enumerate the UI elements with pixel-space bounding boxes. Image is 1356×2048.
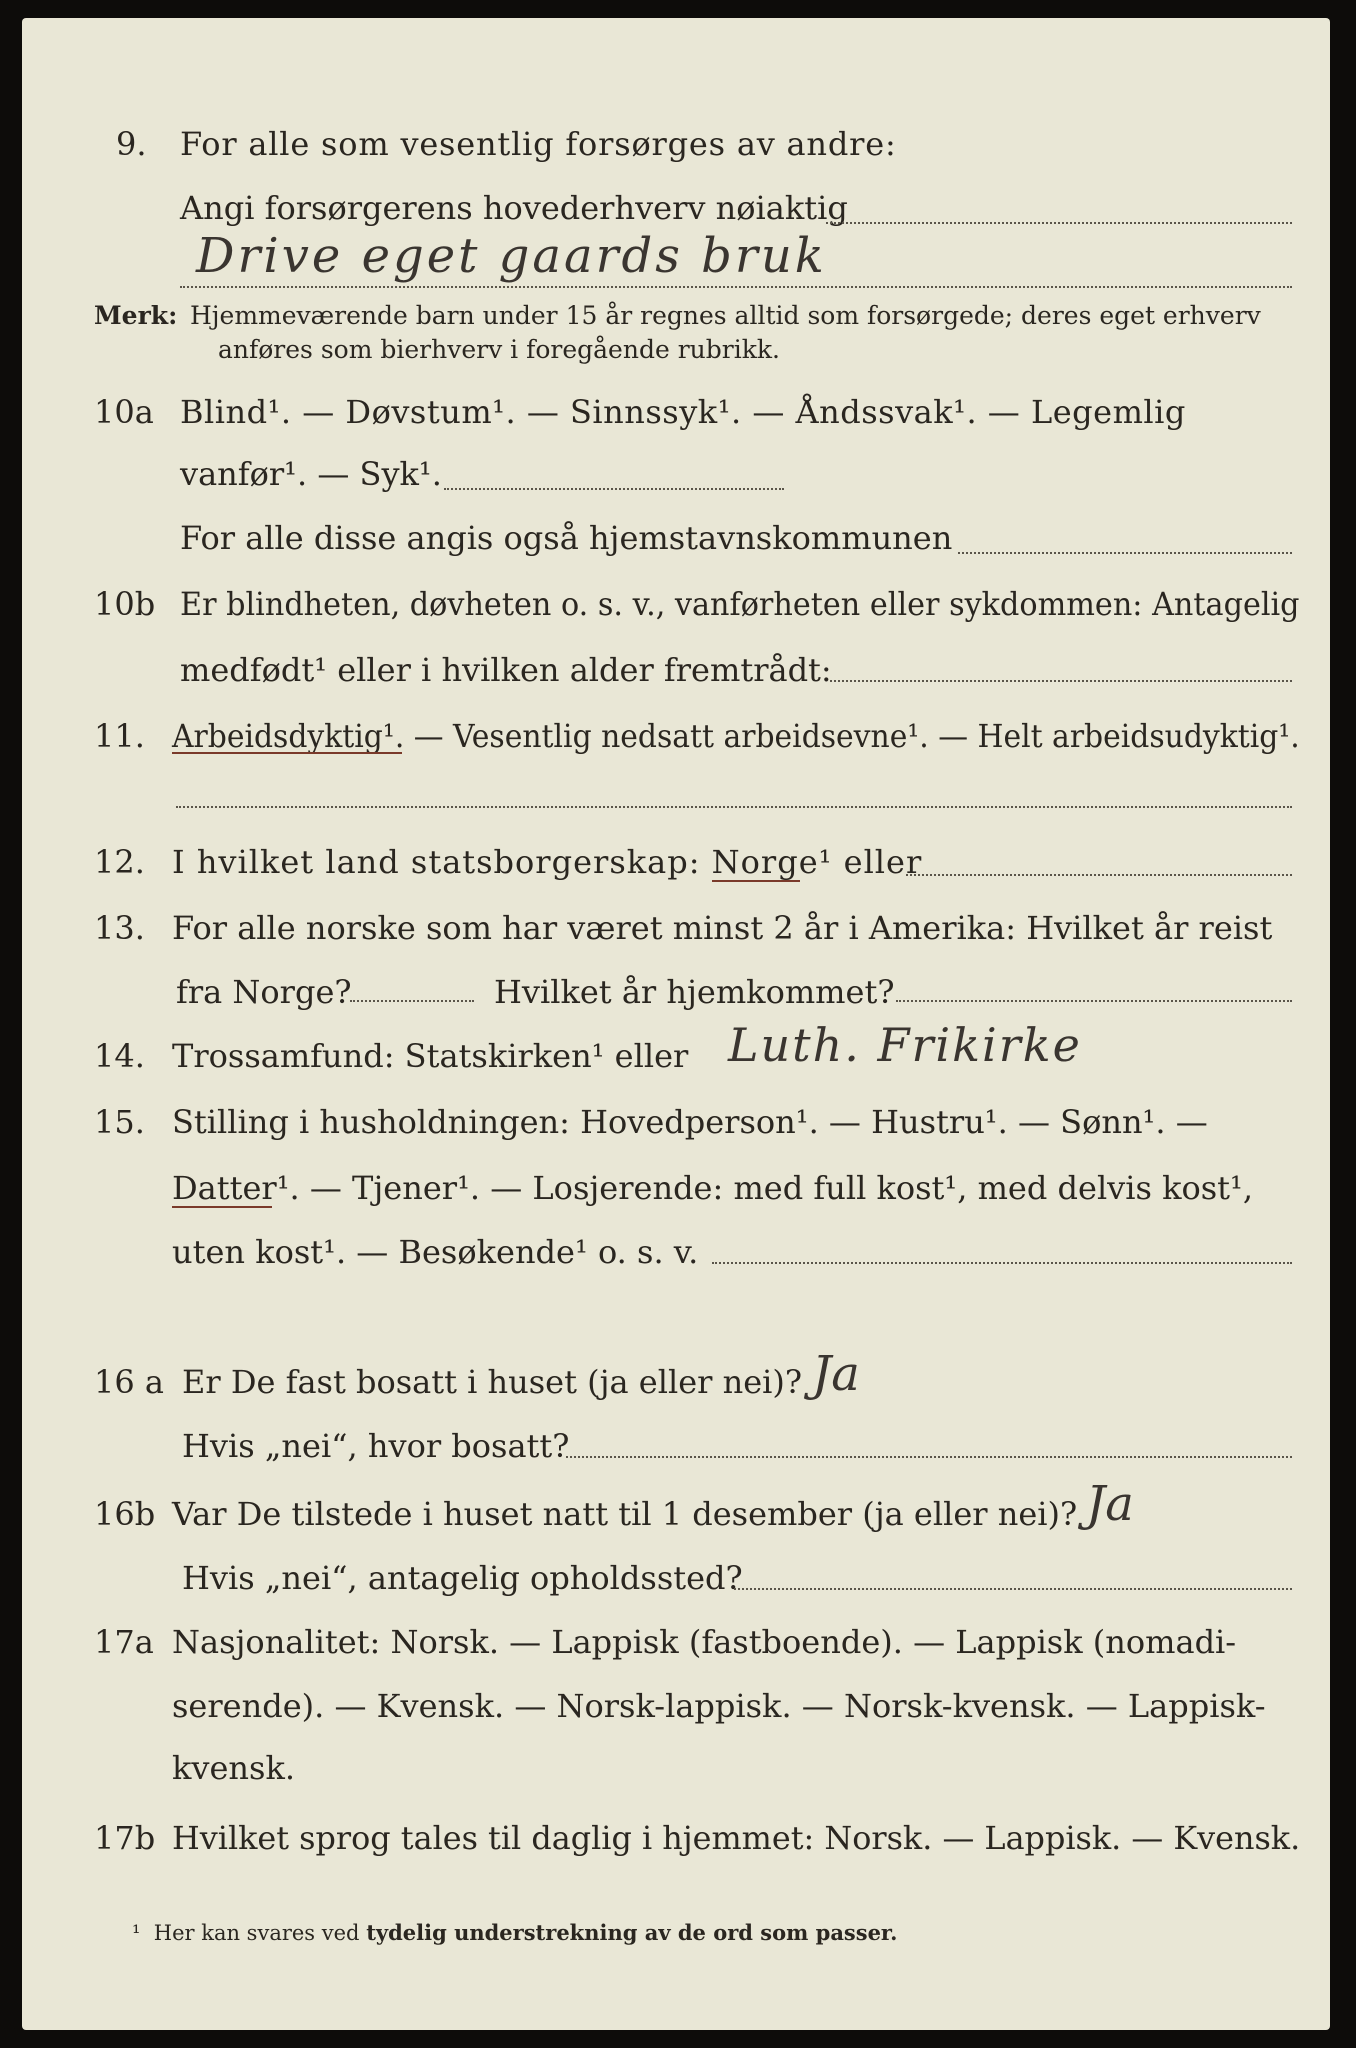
q16b-number: 16b xyxy=(94,1495,156,1533)
q15-dots xyxy=(712,1262,1292,1264)
q12-number: 12. xyxy=(94,843,145,881)
q12-text-1: I hvilket land statsborgerskap: Norge¹ eller xyxy=(172,843,923,881)
merk-line-2 xyxy=(0,324,1356,376)
q10a-line-2 xyxy=(0,448,1356,500)
q14-text-1: Trossamfund: Statskirken¹ eller xyxy=(172,1037,689,1075)
q10b-line-2 xyxy=(0,644,1356,696)
q15-number: 15. xyxy=(94,1103,145,1141)
q9-answer-dots-2 xyxy=(180,286,1292,288)
q17a-number: 17a xyxy=(94,1623,154,1661)
q9-line-2 xyxy=(0,182,1356,234)
footnote xyxy=(132,1920,897,1945)
q11-dots xyxy=(176,806,1292,808)
q16a-handwritten-answer: Ja xyxy=(812,1346,860,1402)
q11-arbeidsdyktig-underline xyxy=(172,752,402,754)
q10a-line-1 xyxy=(0,386,1356,438)
q10a-syk-dots xyxy=(444,488,784,490)
q14-number: 14. xyxy=(94,1037,145,1075)
q17a-text-1: Nasjonalitet: Norsk. — Lappisk (fastboende). — Lappisk (nomadi- xyxy=(172,1623,1237,1661)
q17b-number: 17b xyxy=(94,1819,156,1857)
q14-line-1 xyxy=(0,1030,1356,1082)
q16a-line-2 xyxy=(0,1420,1356,1472)
merk-label: Merk: xyxy=(94,301,178,330)
q13-text-1: For alle norske som har været minst 2 år i Amerika: Hvilket år reist xyxy=(172,909,1273,947)
footnote-bold-text: tydelig understrekning av de ord som passer. xyxy=(366,1920,898,1945)
q16a-text-1: Er De fast bosatt i huset (ja eller nei)? xyxy=(182,1363,803,1401)
q15-text-1: Stilling i husholdningen: Hovedperson¹. — Hustru¹. — Sønn¹. — xyxy=(172,1103,1208,1141)
q11-text-1: Arbeidsdyktig¹. — Vesentlig nedsatt arbeidsevne¹. — Helt arbeidsudyktig¹. xyxy=(172,717,1300,755)
q15-datter-underline xyxy=(172,1206,272,1208)
q10b-text-1: Er blindheten, døvheten o. s. v., vanførheten eller sykdommen: Antagelig xyxy=(180,585,1300,623)
q13-text-2b: Hvilket år hjemkommet? xyxy=(494,973,895,1011)
q17b-text-1: Hvilket sprog tales til daglig i hjemmet: Norsk. — Lappisk. — Kvensk. xyxy=(172,1819,1301,1857)
q10a-text-1: Blind¹. — Døvstum¹. — Sinnssyk¹. — Åndssvak¹. — Legemlig xyxy=(180,393,1186,431)
q9-answer-dots-1 xyxy=(826,222,1292,224)
q16a-line-1 xyxy=(0,1356,1356,1408)
q10a-number: 10a xyxy=(94,393,154,431)
q17b-line-1 xyxy=(0,1812,1356,1864)
q15-line-3 xyxy=(0,1226,1356,1278)
footnote-text: Her kan svares ved xyxy=(153,1921,360,1945)
q15-text-3: uten kost¹. — Besøkende¹ o. s. v. xyxy=(172,1233,699,1271)
q9-text-1: For alle som vesentlig forsørges av andre: xyxy=(180,125,897,163)
q10b-text-2: medfødt¹ eller i hvilken alder fremtrådt: xyxy=(180,651,832,689)
q11-line-1 xyxy=(0,710,1356,762)
q16b-line-2 xyxy=(0,1552,1356,1604)
q13-text-2a: fra Norge? xyxy=(176,973,352,1011)
q17a-line-2 xyxy=(0,1680,1356,1732)
q13-line-1 xyxy=(0,902,1356,954)
q14-handwritten-answer: Luth. Frikirke xyxy=(728,1018,1082,1072)
q12-line-1 xyxy=(0,836,1356,888)
q16b-text-1: Var De tilstede i huset natt til 1 desember (ja eller nei)? xyxy=(172,1495,1078,1533)
q16b-handwritten-answer: Ja xyxy=(1086,1476,1134,1532)
merk-text-2: anføres som bierhverv i foregående rubrikk. xyxy=(218,335,780,364)
q13-hjemkommet-dots xyxy=(896,1000,1292,1002)
q16a-number: 16 a xyxy=(94,1363,164,1401)
q16a-dots xyxy=(566,1456,1292,1458)
q10b-alder-dots xyxy=(830,680,1292,682)
q12-norge-underline xyxy=(712,880,800,882)
merk-text-1: Hjemmeværende barn under 15 år regnes alltid som forsørgede; deres eget erhverv xyxy=(190,301,1261,330)
q11-number: 11. xyxy=(94,717,145,755)
q15-line-1 xyxy=(0,1096,1356,1148)
q16b-dots xyxy=(734,1588,1292,1590)
q17a-line-3 xyxy=(0,1742,1356,1794)
q16b-line-1 xyxy=(0,1488,1356,1540)
q13-line-2 xyxy=(0,966,1356,1018)
q9-handwritten-answer: Drive eget gaards bruk xyxy=(196,228,827,284)
footnote-mark: ¹ xyxy=(132,1921,141,1945)
q17a-text-3: kvensk. xyxy=(172,1749,295,1787)
q10b-number: 10b xyxy=(94,585,156,623)
q13-number: 13. xyxy=(94,909,145,947)
q12-dots xyxy=(906,874,1292,876)
q10a-text-2: vanfør¹. — Syk¹. xyxy=(180,455,442,493)
q16a-text-2: Hvis „nei“, hvor bosatt? xyxy=(182,1427,570,1465)
q15-text-2: Datter¹. — Tjener¹. — Losjerende: med full kost¹, med delvis kost¹, xyxy=(172,1169,1254,1207)
q10b-line-1 xyxy=(0,578,1356,630)
q10a-text-3: For alle disse angis også hjemstavnskommunen xyxy=(180,519,953,557)
q16b-text-2: Hvis „nei“, antagelig opholdssted? xyxy=(182,1559,743,1597)
q9-line-1 xyxy=(0,118,1356,170)
q17a-text-2: serende). — Kvensk. — Norsk-lappisk. — Norsk-kvensk. — Lappisk- xyxy=(172,1687,1266,1725)
q13-reist-dots xyxy=(350,1000,474,1002)
q10a-kommune-dots xyxy=(958,552,1292,554)
q10a-line-3 xyxy=(0,512,1356,564)
q9-number: 9. xyxy=(116,125,147,163)
q9-text-2: Angi forsørgerens hovederhverv nøiaktig xyxy=(180,189,848,227)
q17a-line-1 xyxy=(0,1616,1356,1668)
